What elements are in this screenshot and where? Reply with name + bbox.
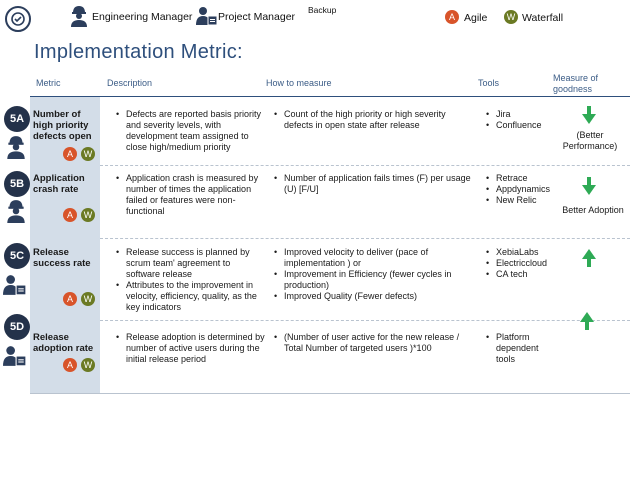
- agile-badge: A: [445, 10, 459, 24]
- tools-list: [486, 109, 566, 131]
- row-id-5c: 5C: [4, 243, 30, 269]
- waterfall-badge: W: [81, 292, 95, 306]
- agile-badge: A: [63, 292, 77, 306]
- tool-item: • Retrace: [496, 173, 566, 184]
- row-divider: [100, 320, 630, 321]
- role-project-manager: Project Manager: [218, 11, 296, 23]
- manager-icon: [196, 6, 218, 26]
- row-id-5d: 5D: [4, 314, 30, 340]
- row-divider: [100, 165, 630, 166]
- tools-list: [486, 247, 566, 280]
- how-item: • Number of application fails times (F) per usage (U) [F/U]: [284, 173, 474, 195]
- tool-item: • CA tech: [496, 269, 566, 280]
- metric-name: Release success rate: [33, 247, 91, 269]
- how-list: [274, 332, 479, 354]
- how-list: [274, 173, 474, 195]
- col-goodness: Measure of goodness: [553, 73, 599, 94]
- description-item: • Attributes to the improvement in velocity, efficiency, quality, as the key indicators: [126, 280, 266, 313]
- manager-icon: [3, 345, 27, 367]
- how-item: • (Number of user active for the new release / Total Number of targeted users )*100: [284, 332, 479, 354]
- waterfall-badge: W: [81, 358, 95, 372]
- agile-badge: A: [63, 208, 77, 222]
- manager-icon: [3, 274, 27, 296]
- gear-check-icon: [9, 10, 27, 28]
- metric-name: Release adoption rate: [33, 332, 94, 354]
- metric-name: Application crash rate: [33, 173, 85, 195]
- page-title: Implementation Metric:: [34, 41, 243, 63]
- arrow-up-icon: [580, 312, 594, 335]
- tools-list: [486, 173, 566, 206]
- legend-waterfall: Waterfall: [522, 12, 564, 24]
- tool-item: • New Relic: [496, 195, 566, 206]
- how-list: [274, 109, 474, 131]
- tool-item: • Platform dependent tools: [496, 332, 554, 365]
- backup-label: Backup: [308, 5, 337, 15]
- header-divider: [30, 96, 630, 97]
- goodness-text: Better Adoption: [562, 205, 624, 215]
- col-metric: Metric: [36, 78, 61, 88]
- table-bottom-line: [30, 393, 630, 394]
- description-list: [116, 109, 266, 153]
- tool-item: • XebiaLabs: [496, 247, 566, 258]
- description-list: [116, 247, 266, 313]
- col-description: Description: [107, 78, 153, 88]
- how-item: • Improvement in Efficiency (fewer cycles in production): [284, 269, 479, 291]
- row-id-5b: 5B: [4, 171, 30, 197]
- app-logo: [5, 6, 31, 32]
- col-how: How to measure: [266, 78, 332, 88]
- agile-badge: A: [63, 147, 77, 161]
- tool-item: • Electriccloud: [496, 258, 566, 269]
- description-item: • Defects are reported basis priority and severity levels, with development team assigned to close high/medium priority: [126, 109, 266, 153]
- how-item: • Count of the high priority or high severity defects in open state after release: [284, 109, 474, 131]
- how-item: • Improved velocity to deliver (pace of implementation ) or: [284, 247, 479, 269]
- row-divider: [100, 238, 630, 239]
- arrow-up-icon: [582, 249, 596, 272]
- metric-name: Number of high priority defects open: [33, 109, 92, 142]
- how-list: [274, 247, 479, 302]
- engineer-icon: [5, 135, 27, 159]
- tool-item: • Confluence: [496, 120, 566, 131]
- arrow-down-icon: [582, 177, 596, 200]
- engineer-icon: [5, 199, 27, 223]
- legend-agile: Agile: [464, 12, 488, 24]
- tools-list: [486, 332, 554, 365]
- col-tools: Tools: [478, 78, 500, 88]
- agile-badge: A: [63, 358, 77, 372]
- waterfall-badge: W: [504, 10, 518, 24]
- arrow-down-icon: [582, 106, 596, 129]
- description-item: • Application crash is measured by number of times the application failed or features were non-functional: [126, 173, 266, 217]
- goodness-text: (Better Performance): [562, 130, 618, 151]
- description-list: [116, 173, 266, 217]
- tool-item: • Jira: [496, 109, 566, 120]
- role-engineering-manager: Engineering Manager: [92, 11, 193, 23]
- waterfall-badge: W: [81, 208, 95, 222]
- engineer-icon: [70, 5, 88, 27]
- waterfall-badge: W: [81, 147, 95, 161]
- row-id-5a: 5A: [4, 106, 30, 132]
- description-item: • Release adoption is determined by number of active users during the initial release period: [126, 332, 268, 365]
- description-list: [116, 332, 268, 365]
- how-item: • Improved Quality (Fewer defects): [284, 291, 479, 302]
- tool-item: • Appdynamics: [496, 184, 566, 195]
- description-item: • Release success is planned by scrum team' agreement to software release: [126, 247, 266, 280]
